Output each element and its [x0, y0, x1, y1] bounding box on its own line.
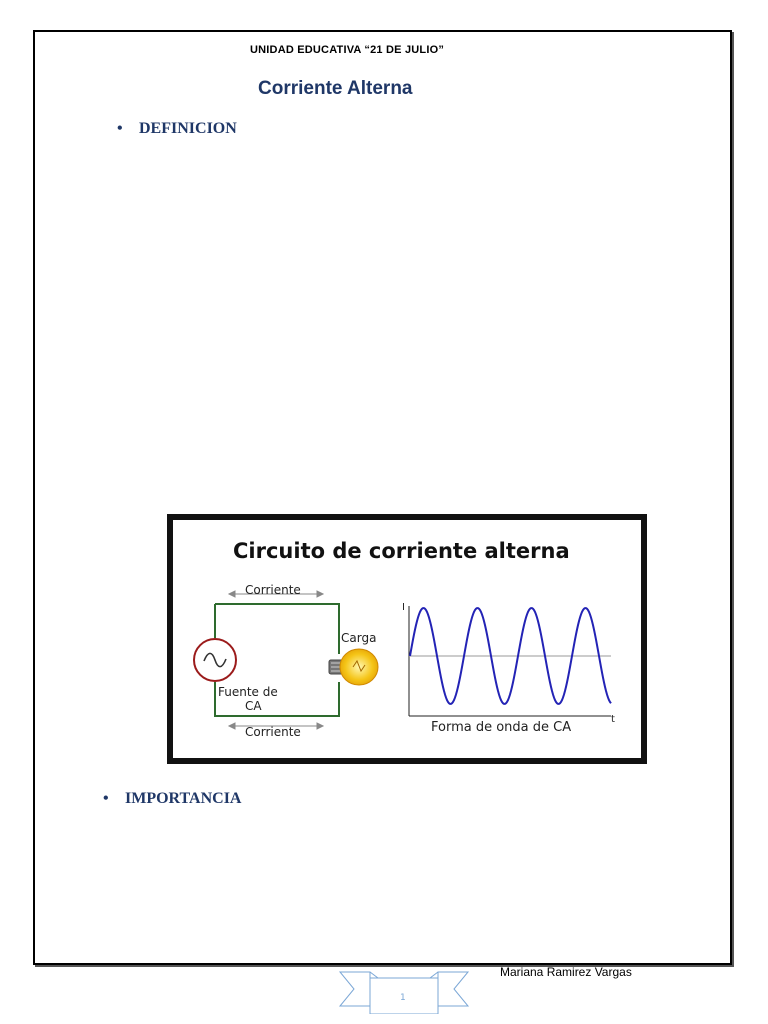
ac-source-icon: [194, 639, 236, 681]
waveform-axis-x: t: [611, 714, 615, 725]
author-name: Mariana Ramirez Vargas: [500, 965, 632, 979]
document-title: Corriente Alterna: [258, 78, 413, 99]
light-bulb-icon: [329, 649, 378, 685]
waveform-caption: Forma de onda de CA: [431, 720, 572, 735]
school-name: UNIDAD EDUCATIVA “21 DE JULIO”: [250, 44, 445, 56]
source-label-line2: CA: [245, 699, 262, 713]
source-label-line1: Fuente de: [218, 685, 278, 699]
section-definition-label: DEFINICION: [139, 120, 237, 137]
bullet-icon: •: [103, 790, 109, 807]
current-label-top: Corriente: [245, 583, 301, 597]
section-importance-label: IMPORTANCIA: [125, 790, 242, 807]
load-label: Carga: [341, 631, 377, 645]
current-label-bottom: Corriente: [245, 725, 301, 739]
page-number: 1: [400, 993, 406, 1003]
page-number-badge: [338, 970, 470, 1019]
page-border: [33, 30, 732, 965]
figure-title: Circuito de corriente alterna: [233, 539, 570, 563]
circuit-figure: [167, 514, 647, 764]
bullet-icon: •: [117, 120, 123, 137]
waveform-axis-y: I: [402, 602, 405, 613]
section-definition: [117, 120, 237, 138]
waveform-axes: [409, 606, 611, 716]
section-importance: [103, 790, 241, 808]
